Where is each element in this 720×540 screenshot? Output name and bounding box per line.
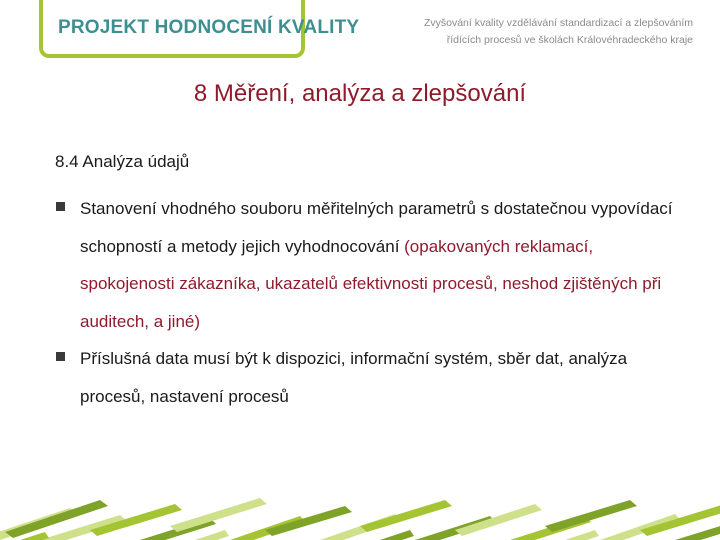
logo: PROJEKT HODNOCENÍ KVALITY: [58, 17, 360, 38]
square-bullet-icon: [56, 352, 65, 361]
slide-title: 8 Měření, analýza a zlepšování: [193, 80, 527, 107]
footer-stripes: [0, 498, 720, 540]
bullet-item-2: [55, 340, 685, 415]
bullet-2-text: Příslušná data musí být k dispozici, informační systém, sběr dat, analýza procesů, nastavení procesů: [80, 349, 628, 406]
header-tagline: [408, 15, 693, 49]
tagline-line-2: řídících procesů ve školách Královéhradeckého kraje: [446, 34, 693, 46]
bullet-list: [55, 190, 685, 415]
bullet-1-highlight: (opakovaných reklamací, spokojenosti zákazníka, ukazatelů efektivnosti procesů, neshod zjištěných při auditech, a jiné): [80, 236, 662, 331]
bullet-item-1: [55, 190, 685, 340]
tagline-line-1: Zvyšování kvality vzdělávání standardizací a zlepšováním: [423, 17, 693, 29]
bullet-1-text: Stanovení vhodného souboru měřitelných parametrů s dostatečnou vypovídací schopností a metody jejich vyhodnocování: [80, 199, 673, 256]
square-bullet-icon: [56, 202, 65, 211]
section-subheading: 8.4 Analýza údajů: [55, 152, 190, 171]
decorative-footer-pattern: [0, 460, 720, 540]
